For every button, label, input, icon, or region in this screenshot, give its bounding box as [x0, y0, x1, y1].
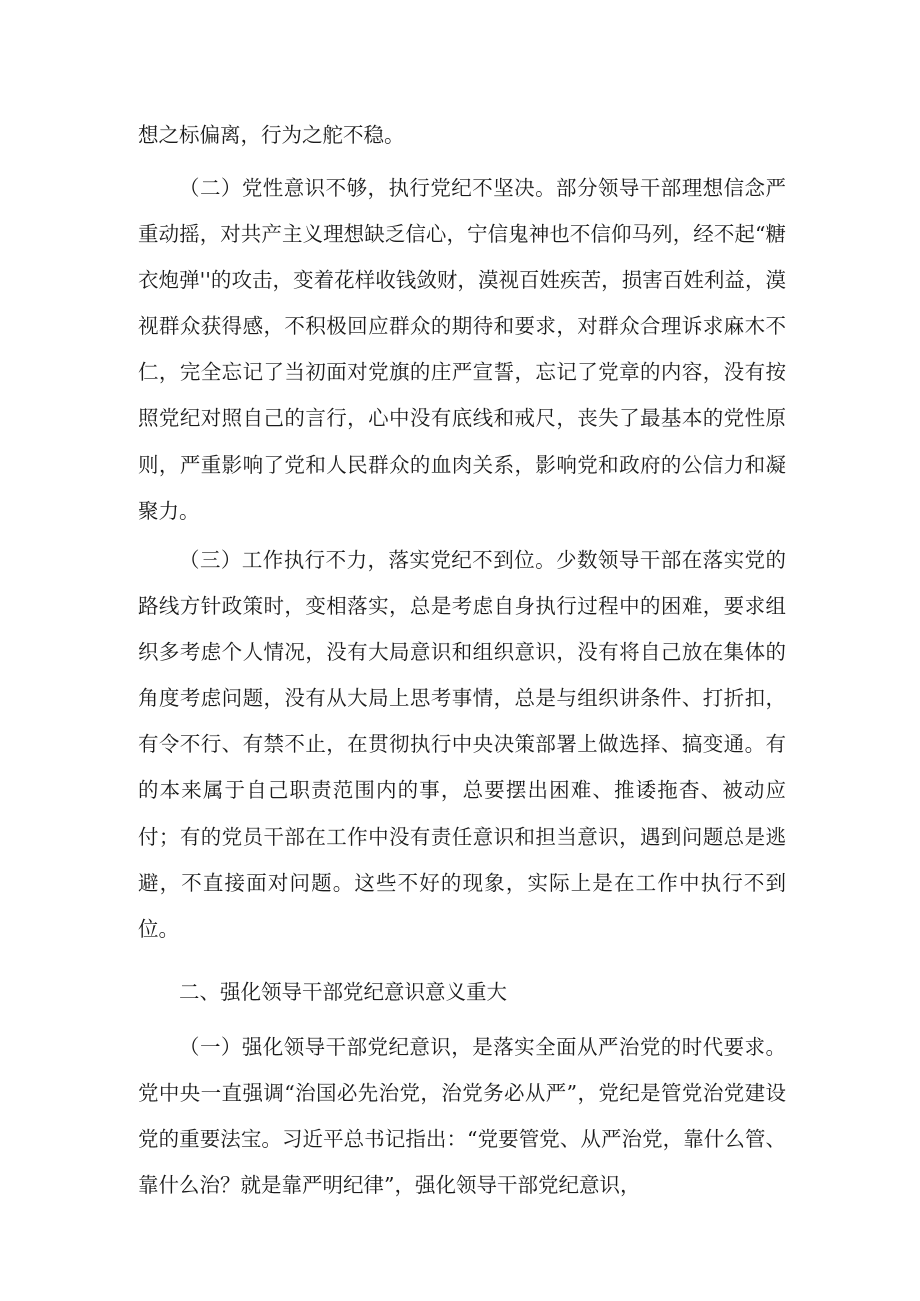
paragraph-work-execution: （三）工作执行不力，落实党纪不到位。少数领导干部在落实党的路线方针政策时，变相落实，总是考虑自身执行过程中的困难，要求组织多考虑个人情况，没有大局意识和组织意识，没有将自己放在集体的角度考虑问题，没有从大局上思考事情，总是与组织讲条件、打折扣，有令不行、有禁不止，在贯彻执行中央决策部署上做选择、搞变通。有的本来属于自己职责范围内的事，总要摆出困难、推诿拖杳、被动应付；有的党员干部在工作中没有责任意识和担当意识，遇到问题总是逃避，不直接面对问题。这些不好的现象，实际上是在工作中执行不到位。: [138, 548, 786, 941]
paragraph-party-awareness: （二）党性意识不够，执行党纪不坚决。部分领导干部理想信念严重动摇，对共产主义理想缺乏信心，宁信鬼神也不信仰马列，经不起“糖衣炮弹''的攻击，变着花样收钱敛财，漠视百姓疾苦，损害百姓利益，漠视群众获得感，不积极回应群众的期待和要求，对群众合理诉求麻木不仁，完全忘记了当初面对党旗的庄严宣誓，忘记了党章的内容，没有按照党纪对照自己的言行，心中没有底线和戒尺，丧失了最基本的党性原则，严重影响了党和人民群众的血肉关系，影响党和政府的公信力和凝聚力。: [138, 176, 786, 523]
section-heading-two: 二、强化领导干部党纪意识意义重大: [179, 980, 507, 1004]
paragraph-continuation: 想之标偏离，行为之舵不稳。: [138, 123, 405, 147]
paragraph-strict-governance: （一）强化领导干部党纪意识，是落实全面从严治党的时代要求。党中央一直强调“治国必先治党，治党务必从严”，党纪是管党治党建设党的重要法宝。习近平总书记指出：“党要管党、从严治党，靠什么管、靠什么治？就是靠严明纪律”，强化领导干部党纪意识，: [138, 1035, 786, 1198]
